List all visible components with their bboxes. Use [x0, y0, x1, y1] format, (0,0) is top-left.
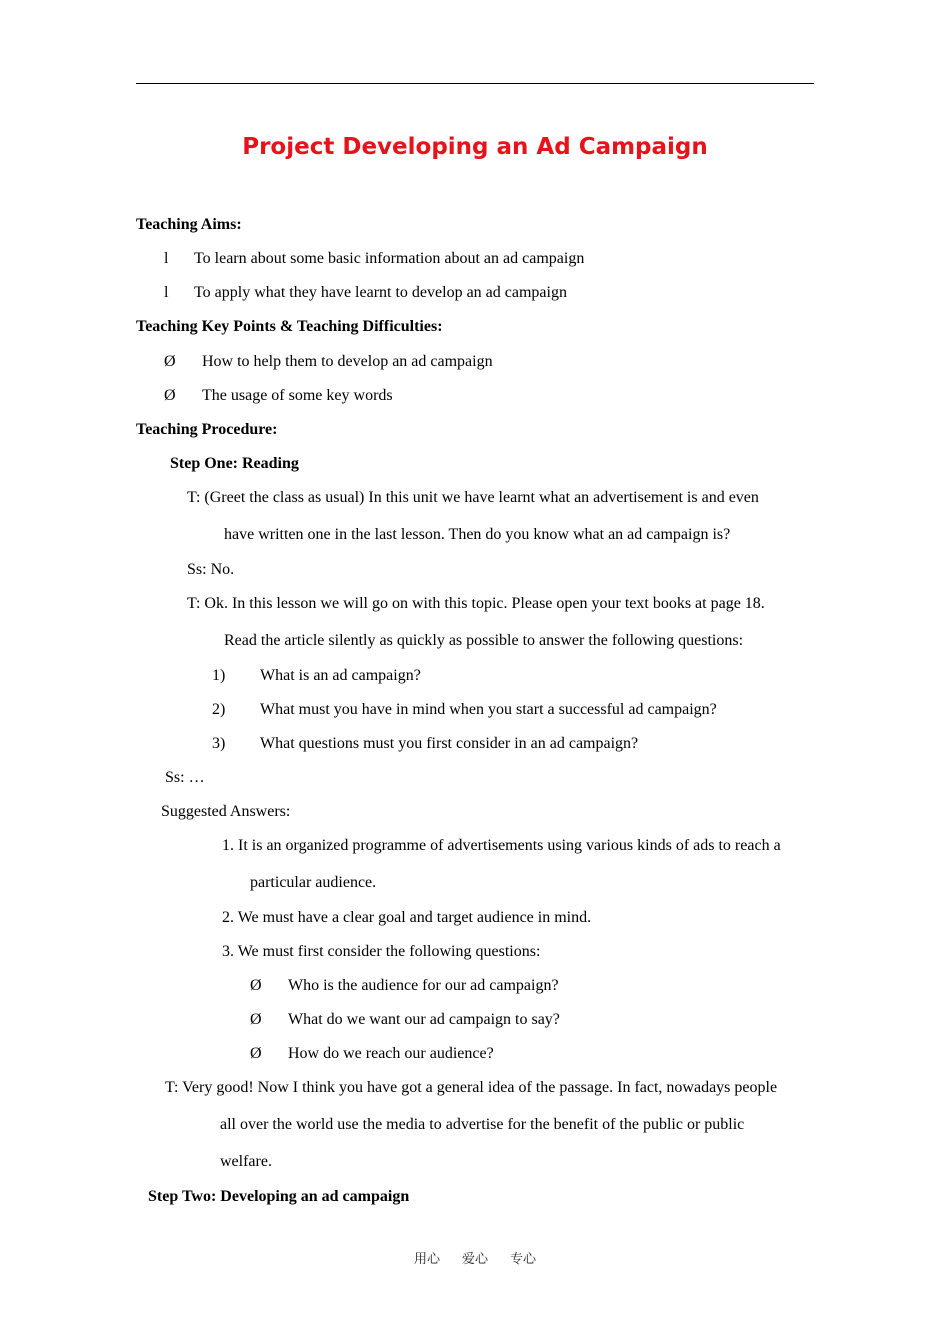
question-text: What questions must you first consider in an ad campaign?: [260, 735, 639, 752]
footer-text: 专心: [510, 1252, 537, 1267]
page-title: Project Developing an Ad Campaign: [242, 134, 708, 160]
answer-2: 2. We must have a clear goal and target audience in mind.: [222, 909, 592, 926]
question-item-1: [212, 666, 421, 686]
procedure-heading: Teaching Procedure:: [136, 421, 278, 438]
aim-text: To apply what they have learnt to develop an ad campaign: [194, 284, 567, 301]
sub-question-item-2: [250, 1010, 560, 1030]
sub-question-text: Who is the audience for our ad campaign?: [288, 977, 559, 994]
teacher-line-3b: all over the world use the media to advertise for the benefit of the public or public: [220, 1116, 745, 1133]
step-two-heading: Step Two: Developing an ad campaign: [148, 1188, 410, 1205]
key-point-item-2: [164, 386, 393, 406]
step-one-heading: Step One: Reading: [170, 455, 299, 472]
teacher-line-2b: Read the article silently as quickly as possible to answer the following questions:: [224, 632, 744, 649]
question-item-2: [212, 700, 717, 720]
footer-text: 用心: [413, 1252, 440, 1267]
question-text: What is an ad campaign?: [260, 667, 421, 684]
arrow-bullet-icon: Ø: [250, 1011, 262, 1028]
teacher-line-3c: welfare.: [220, 1153, 272, 1170]
answer-3: 3. We must first consider the following questions:: [222, 943, 541, 960]
teacher-line-1a: T: (Greet the class as usual) In this unit we have learnt what an advertisement is and even: [187, 489, 759, 506]
answer-1b: particular audience.: [250, 874, 377, 891]
students-line-2: Ss: …: [165, 769, 205, 786]
teacher-line-3a: T: Very good! Now I think you have got a general idea of the passage. In fact, nowadays people: [165, 1079, 778, 1096]
arrow-bullet-icon: Ø: [164, 353, 176, 370]
header-rule: [136, 83, 814, 84]
answer-1a: 1. It is an organized programme of advertisements using various kinds of ads to reach a: [222, 837, 781, 854]
key-point-text: The usage of some key words: [202, 387, 393, 404]
bullet-marker: l: [164, 250, 169, 267]
teacher-line-2a: T: Ok. In this lesson we will go on with this topic. Please open your text books at page 18.: [187, 595, 765, 612]
arrow-bullet-icon: Ø: [250, 1045, 262, 1062]
teacher-line-1b: have written one in the last lesson. Then do you know what an ad campaign is?: [224, 526, 731, 543]
question-item-3: [212, 734, 638, 754]
question-number: 2): [212, 701, 226, 718]
teaching-aims-heading: Teaching Aims:: [136, 216, 242, 233]
question-number: 3): [212, 735, 226, 752]
page-footer: [0, 1248, 950, 1267]
key-points-heading: Teaching Key Points & Teaching Difficulties:: [136, 318, 443, 335]
students-line-1: Ss: No.: [187, 561, 235, 578]
aim-text: To learn about some basic information about an ad campaign: [194, 250, 585, 267]
question-text: What must you have in mind when you start a successful ad campaign?: [260, 701, 717, 718]
sub-question-item-3: [250, 1044, 494, 1064]
sub-question-item-1: [250, 976, 559, 996]
key-point-item-1: [164, 352, 493, 372]
aim-item-2: [164, 283, 567, 303]
aim-item-1: [164, 249, 584, 269]
footer-text: 爱心: [461, 1252, 488, 1267]
bullet-marker: l: [164, 284, 169, 301]
arrow-bullet-icon: Ø: [250, 977, 262, 994]
suggested-answers-heading: Suggested Answers:: [161, 803, 291, 820]
sub-question-text: How do we reach our audience?: [288, 1045, 494, 1062]
sub-question-text: What do we want our ad campaign to say?: [288, 1011, 560, 1028]
question-number: 1): [212, 667, 226, 684]
arrow-bullet-icon: Ø: [164, 387, 176, 404]
key-point-text: How to help them to develop an ad campaign: [202, 353, 493, 370]
